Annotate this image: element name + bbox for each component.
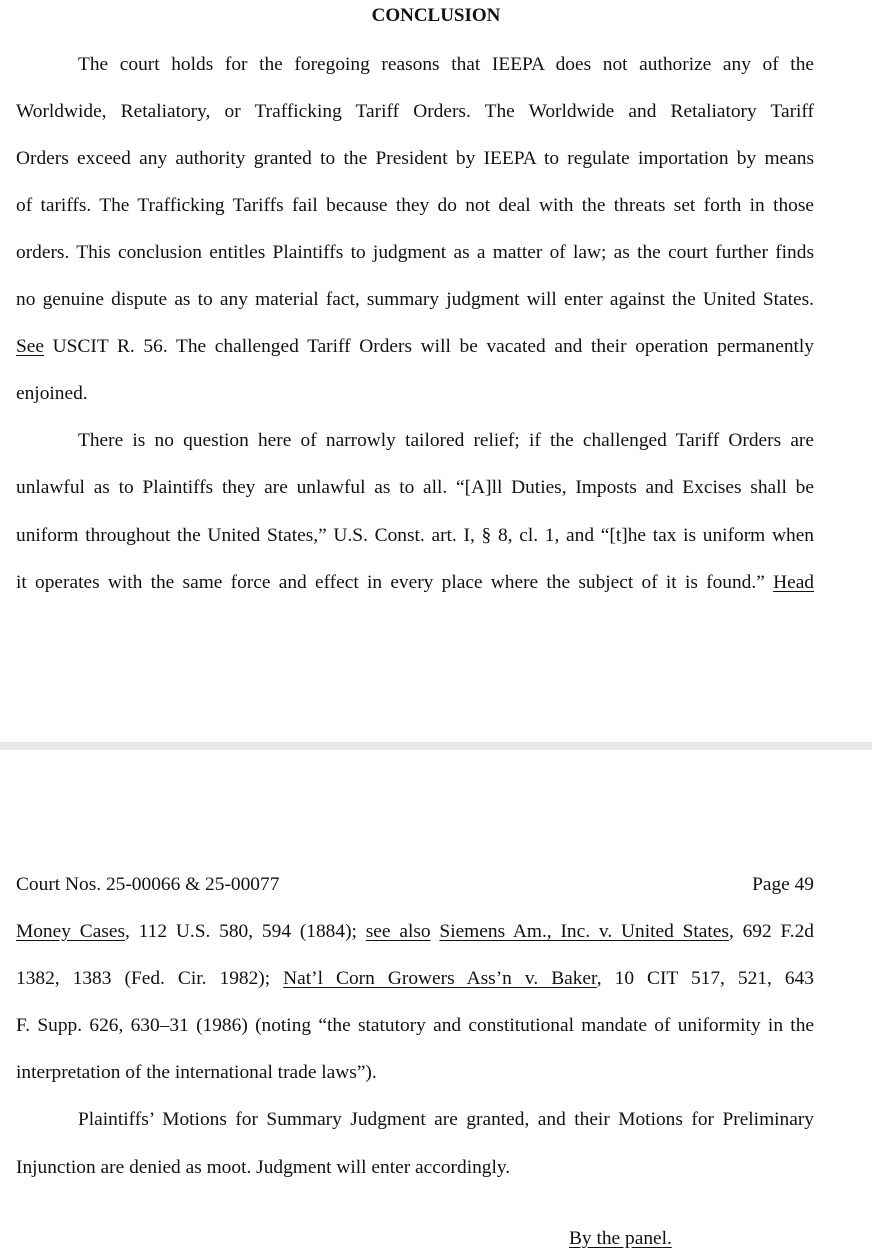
- case-citation-corn-growers: Nat’l Corn Growers Ass’n v. Baker: [283, 968, 597, 989]
- paragraph-3-line-2: Injunction are denied as moot. Judgment will enter accordingly.: [16, 1157, 511, 1178]
- case-citation-money-cases: Money Cases: [16, 921, 125, 942]
- citation-line-1: [16, 917, 814, 947]
- citation-line-4: interpretation of the international trade laws”).: [16, 1062, 377, 1083]
- paragraph-1-line-2: Worldwide, Retaliatory, or Trafficking Tariff Orders. The Worldwide and Retaliatory Tariff: [16, 101, 814, 122]
- paragraph-1-line-3: Orders exceed any authority granted to the President by IEEPA to regulate importation by means: [16, 148, 814, 169]
- page-separator: [0, 742, 872, 750]
- paragraph-2-line-2: unlawful as to Plaintiffs they are unlawful as to all. “[A]ll Duties, Imposts and Excises shall be: [16, 477, 814, 498]
- paragraph-2-line-1: There is no question here of narrowly tailored relief; if the challenged Tariff Orders are: [78, 430, 814, 451]
- line-text: it operates with the same force and effect in every place where the subject of it is found.”: [16, 572, 774, 593]
- see-also-signal: see also: [365, 921, 431, 942]
- paragraph-1-line-5: orders. This conclusion entitles Plaintiffs to judgment as a matter of law; as the court further finds: [16, 242, 814, 263]
- citation-line-3: F. Supp. 626, 630–31 (1986) (noting “the statutory and constitutional mandate of uniformity in the: [16, 1015, 814, 1036]
- line-text: 1382, 1383 (Fed. Cir. 1982);: [16, 968, 284, 989]
- page-header: [16, 870, 814, 900]
- signature-line: By the panel.: [569, 1228, 672, 1249]
- case-citation-siemens: Siemens Am., Inc. v. United States: [439, 921, 729, 942]
- page-number: Page 49: [752, 874, 814, 895]
- citation-line-2: [16, 964, 814, 994]
- line-text: , 692 F.2d: [728, 921, 814, 942]
- see-signal: See: [16, 336, 44, 357]
- paragraph-3-line-1: Plaintiffs’ Motions for Summary Judgment are granted, and their Motions for Preliminary: [78, 1109, 814, 1130]
- line-text: , 10 CIT 517, 521, 643: [596, 968, 814, 989]
- paragraph-2-line-3: uniform throughout the United States,” U.S. Const. art. I, § 8, cl. 1, and “[t]he tax is uniform when: [16, 525, 814, 546]
- paragraph-1-line-1: The court holds for the foregoing reasons that IEEPA does not authorize any of the: [78, 54, 814, 75]
- document-page-lower: [0, 750, 872, 1252]
- line-text: USCIT R. 56. The challenged Tariff Orders will be vacated and their operation permanently: [44, 336, 814, 357]
- paragraph-1-line-7: [16, 332, 814, 362]
- line-text: , 112 U.S. 580, 594 (1884);: [125, 921, 366, 942]
- court-case-numbers: Court Nos. 25-00066 & 25-00077: [16, 874, 280, 895]
- paragraph-1-line-4: of tariffs. The Trafficking Tariffs fail because they do not deal with the threats set forth in those: [16, 195, 814, 216]
- paragraph-2-line-4: [16, 568, 814, 598]
- case-citation-head: Head: [773, 572, 814, 593]
- section-heading-conclusion: CONCLUSION: [371, 5, 501, 26]
- paragraph-1-line-6: no genuine dispute as to any material fact, summary judgment will enter against the United States.: [16, 289, 814, 310]
- paragraph-1-line-8: enjoined.: [16, 383, 88, 404]
